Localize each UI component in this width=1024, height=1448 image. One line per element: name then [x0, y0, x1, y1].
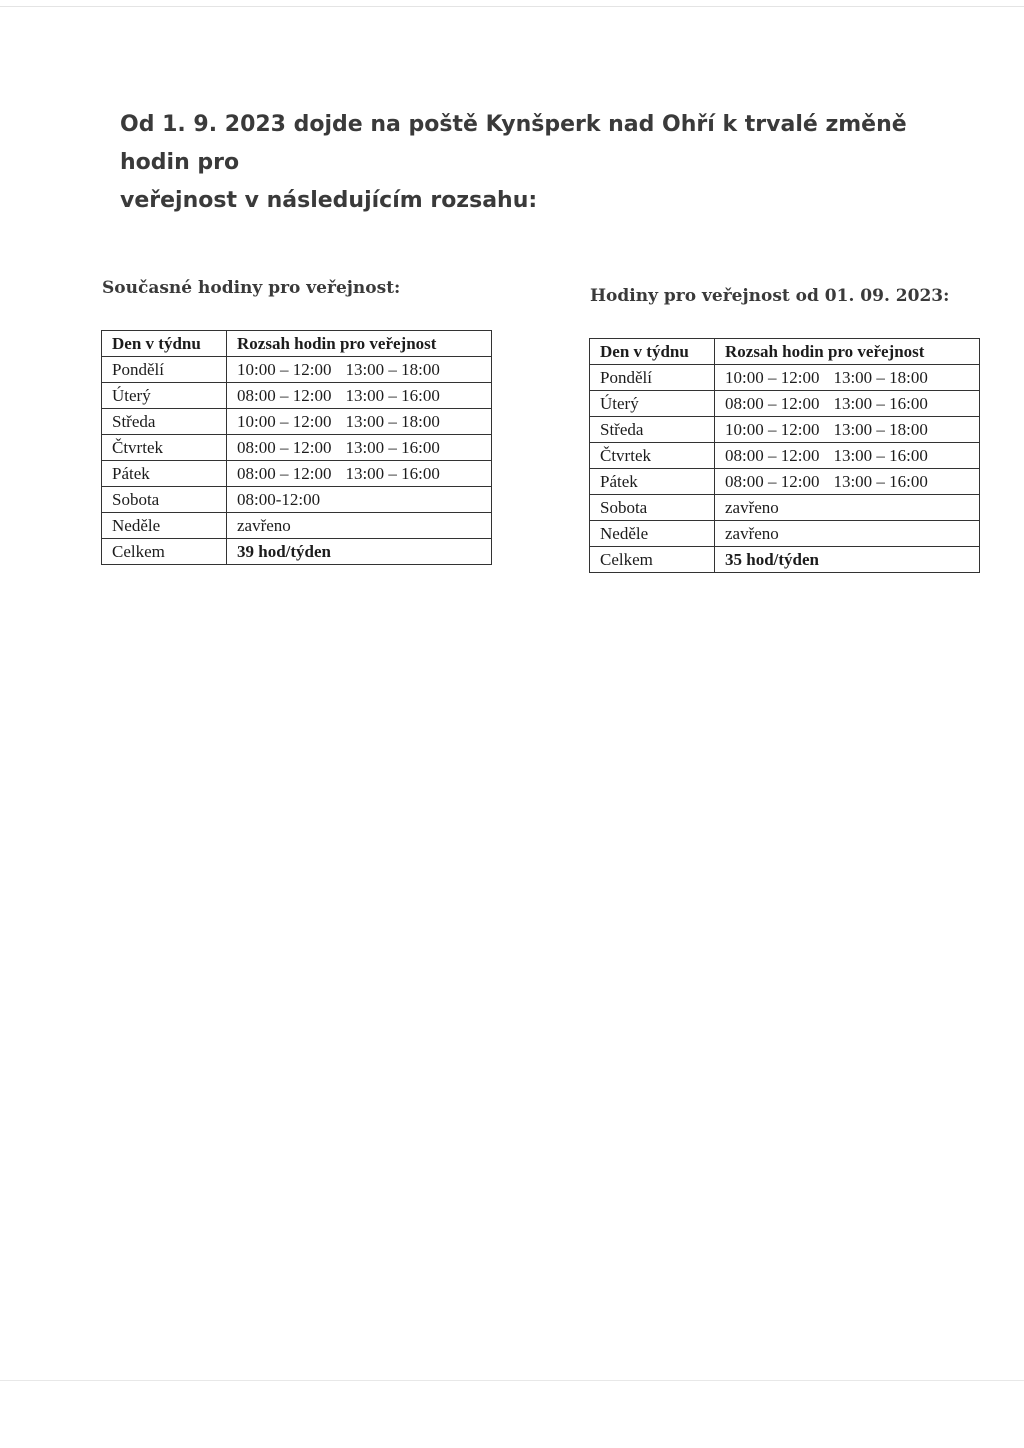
hours-cell: [227, 383, 492, 409]
day-cell: Úterý: [102, 383, 227, 409]
hours-cell: [227, 461, 492, 487]
afternoon-hours: 13:00 – 16:00: [345, 463, 440, 483]
morning-hours: 08:00 – 12:00: [237, 385, 332, 405]
total-row: [590, 547, 980, 573]
afternoon-hours: 13:00 – 18:00: [833, 367, 928, 387]
day-cell: Čtvrtek: [102, 435, 227, 461]
new-hours-label: Hodiny pro veřejnost od 01. 09. 2023:: [590, 286, 950, 306]
morning-hours: 10:00 – 12:00: [237, 359, 332, 379]
day-cell: Pátek: [102, 461, 227, 487]
afternoon-hours: 13:00 – 16:00: [833, 393, 928, 413]
notice-heading-line-1: Od 1. 9. 2023 dojde na poště Kynšperk nad Ohří k trvalé změně hodin pro: [120, 112, 907, 175]
new-hours-table: [589, 338, 980, 573]
hours-cell: [715, 417, 980, 443]
afternoon-hours: 13:00 – 18:00: [345, 411, 440, 431]
morning-hours: 10:00 – 12:00: [237, 411, 332, 431]
morning-hours: 08:00 – 12:00: [725, 393, 820, 413]
hours-cell: zavřeno: [715, 521, 980, 547]
table-row: [102, 513, 492, 539]
total-label: Celkem: [102, 539, 227, 565]
table-row: [590, 495, 980, 521]
day-cell: Středa: [590, 417, 715, 443]
afternoon-hours: 13:00 – 16:00: [345, 385, 440, 405]
morning-hours: 08:00 – 12:00: [725, 445, 820, 465]
hours-cell: [715, 391, 980, 417]
table-row: [590, 521, 980, 547]
table-header-row: [590, 339, 980, 365]
total-row: [102, 539, 492, 565]
total-value: 35 hod/týden: [715, 547, 980, 573]
hours-cell: [227, 435, 492, 461]
hours-cell: [715, 469, 980, 495]
hours-cell: zavřeno: [227, 513, 492, 539]
table-row: [590, 443, 980, 469]
scan-edge-top: [0, 6, 1024, 7]
table-row: [102, 487, 492, 513]
table-row: [102, 435, 492, 461]
total-value: 39 hod/týden: [227, 539, 492, 565]
table-row: [102, 461, 492, 487]
day-cell: Úterý: [590, 391, 715, 417]
morning-hours: 08:00 – 12:00: [237, 463, 332, 483]
table-header-row: [102, 331, 492, 357]
table-row: [590, 417, 980, 443]
day-cell: Sobota: [590, 495, 715, 521]
current-hours-table: [101, 330, 492, 565]
range-column-header: Rozsah hodin pro veřejnost: [715, 339, 980, 365]
morning-hours: 10:00 – 12:00: [725, 419, 820, 439]
day-cell: Sobota: [102, 487, 227, 513]
notice-heading-line-2: veřejnost v následujícím rozsahu:: [120, 188, 538, 213]
current-hours-label: Současné hodiny pro veřejnost:: [102, 278, 401, 298]
total-label: Celkem: [590, 547, 715, 573]
morning-hours: 08:00 – 12:00: [725, 471, 820, 491]
scan-edge-bottom: [0, 1380, 1024, 1381]
day-cell: Pátek: [590, 469, 715, 495]
morning-hours: 08:00 – 12:00: [237, 437, 332, 457]
day-cell: Neděle: [102, 513, 227, 539]
notice-heading: [120, 106, 980, 220]
afternoon-hours: 13:00 – 16:00: [345, 437, 440, 457]
day-column-header: Den v týdnu: [102, 331, 227, 357]
hours-cell: [715, 365, 980, 391]
hours-cell: 08:00-12:00: [227, 487, 492, 513]
table-row: [102, 383, 492, 409]
day-column-header: Den v týdnu: [590, 339, 715, 365]
afternoon-hours: 13:00 – 18:00: [833, 419, 928, 439]
hours-cell: zavřeno: [715, 495, 980, 521]
hours-cell: [715, 443, 980, 469]
afternoon-hours: 13:00 – 16:00: [833, 445, 928, 465]
table-row: [590, 391, 980, 417]
day-cell: Pondělí: [590, 365, 715, 391]
day-cell: Čtvrtek: [590, 443, 715, 469]
table-row: [590, 365, 980, 391]
afternoon-hours: 13:00 – 18:00: [345, 359, 440, 379]
day-cell: Středa: [102, 409, 227, 435]
table-row: [102, 409, 492, 435]
table-row: [590, 469, 980, 495]
day-cell: Pondělí: [102, 357, 227, 383]
hours-cell: [227, 409, 492, 435]
day-cell: Neděle: [590, 521, 715, 547]
hours-cell: [227, 357, 492, 383]
afternoon-hours: 13:00 – 16:00: [833, 471, 928, 491]
range-column-header: Rozsah hodin pro veřejnost: [227, 331, 492, 357]
table-row: [102, 357, 492, 383]
morning-hours: 10:00 – 12:00: [725, 367, 820, 387]
